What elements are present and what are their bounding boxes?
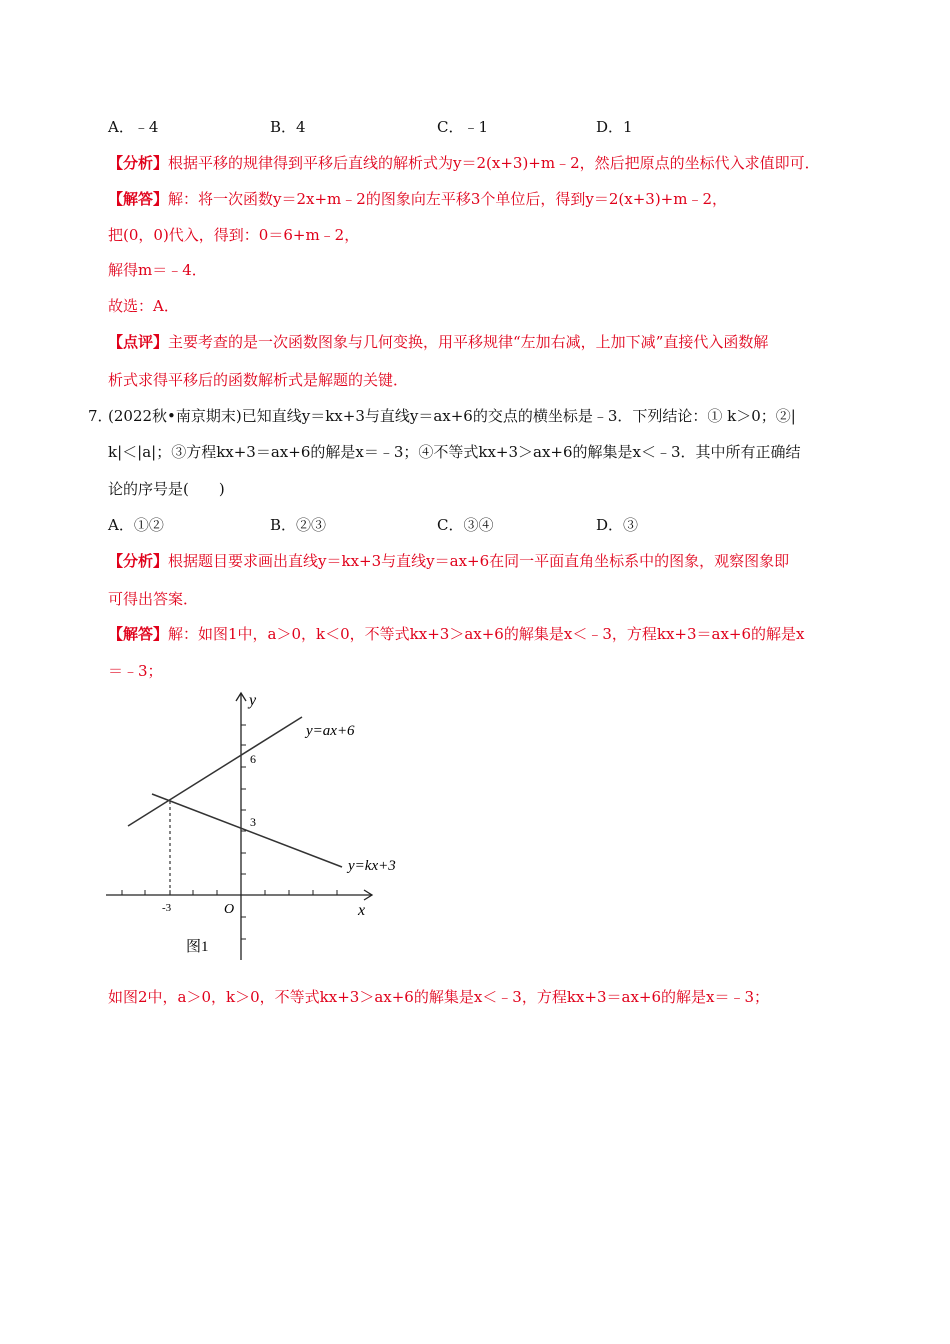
q7-option-a: A．①②	[108, 516, 164, 534]
q7-number: 7．	[88, 407, 113, 425]
line-label-ax6: y=ax+6	[306, 723, 355, 739]
q6-option-a: A．﹣4	[108, 118, 159, 136]
line-ax-plus-6	[128, 717, 302, 826]
analysis-text: 根据题目要求画出直线y＝kx+3与直线y＝ax+6在同一平面直角坐标系中的图象，观察图象即	[168, 552, 790, 570]
q6-answer-line-1	[108, 189, 727, 209]
answer-text: 解：如图1中，a＞0，k＜0，不等式kx+3＞ax+6的解集是x＜﹣3，方程kx+3＝ax+6的解是x	[168, 625, 805, 643]
q6-answer-line-3: 解得m＝﹣4．	[108, 261, 207, 279]
y-axis-label: y	[249, 692, 257, 709]
tick-label-neg3: -3	[162, 902, 172, 914]
q7-option-c: C．③④	[437, 516, 494, 534]
answer-tag: 【解答】	[108, 625, 169, 643]
q7-answer-line-2: ＝﹣3；	[108, 662, 163, 680]
comment-tag: 【点评】	[108, 333, 169, 351]
answer-tag: 【解答】	[108, 190, 169, 208]
q7-answer-line-1	[108, 624, 805, 644]
q7-analysis-line-2: 可得出答案．	[108, 590, 199, 608]
q7-option-d: D．③	[596, 516, 639, 534]
q6-analysis	[108, 153, 820, 173]
q6-option-c: C．﹣1	[437, 118, 489, 136]
figure-1	[100, 685, 420, 970]
analysis-tag: 【分析】	[108, 154, 169, 172]
line-label-kx3: y=kx+3	[348, 858, 396, 874]
q7-stem-line-3: 论的序号是( )	[108, 480, 225, 498]
q7-fig2-line: 如图2中，a＞0，k＞0，不等式kx+3＞ax+6的解集是x＜﹣3，方程kx+3＝ax+6的解是x＝﹣3；	[108, 988, 770, 1006]
figure-caption: 图1	[186, 939, 209, 955]
line-kx-plus-3	[152, 794, 342, 867]
q6-answer-line-2: 把(0，0)代入，得到：0＝6+m﹣2，	[108, 226, 360, 244]
q6-option-d: D．1	[596, 118, 633, 136]
tick-label-6: 6	[250, 752, 256, 766]
q6-comment-line-2: 析式求得平移后的函数解析式是解题的关键．	[108, 371, 409, 389]
x-ticks	[122, 890, 337, 895]
q6-answer-line-4: 故选：A．	[108, 297, 179, 315]
analysis-text: 根据平移的规律得到平移后直线的解析式为y＝2(x+3)+m﹣2，然后把原点的坐标代入求值即可．	[168, 154, 820, 172]
q7-analysis-line-1	[108, 551, 789, 571]
y-ticks	[241, 725, 246, 939]
q6-comment-line-1	[108, 332, 768, 352]
analysis-tag: 【分析】	[108, 552, 169, 570]
answer-text: 解：将一次函数y＝2x+m﹣2的图象向左平移3个单位后，得到y＝2(x+3)+m﹣2，	[168, 190, 728, 208]
origin-label: O	[224, 902, 235, 917]
q6-option-b: B．4	[270, 118, 306, 136]
comment-text: 主要考查的是一次函数图象与几何变换，用平移规律“左加右减，上加下减”直接代入函数解	[168, 333, 769, 351]
x-axis-label: x	[358, 902, 366, 919]
q7-stem-line-2: k|＜|a|；③方程kx+3＝ax+6的解是x＝﹣3；④不等式kx+3＞ax+6的解集是x＜﹣3．其中所有正确结	[108, 443, 801, 461]
q7-stem-line-1: (2022秋•南京期末)已知直线y＝kx+3与直线y＝ax+6的交点的横坐标是﹣3．下列结论：① k＞0；②|	[108, 407, 796, 425]
q7-option-b: B．②③	[270, 516, 327, 534]
tick-label-3: 3	[250, 815, 256, 829]
